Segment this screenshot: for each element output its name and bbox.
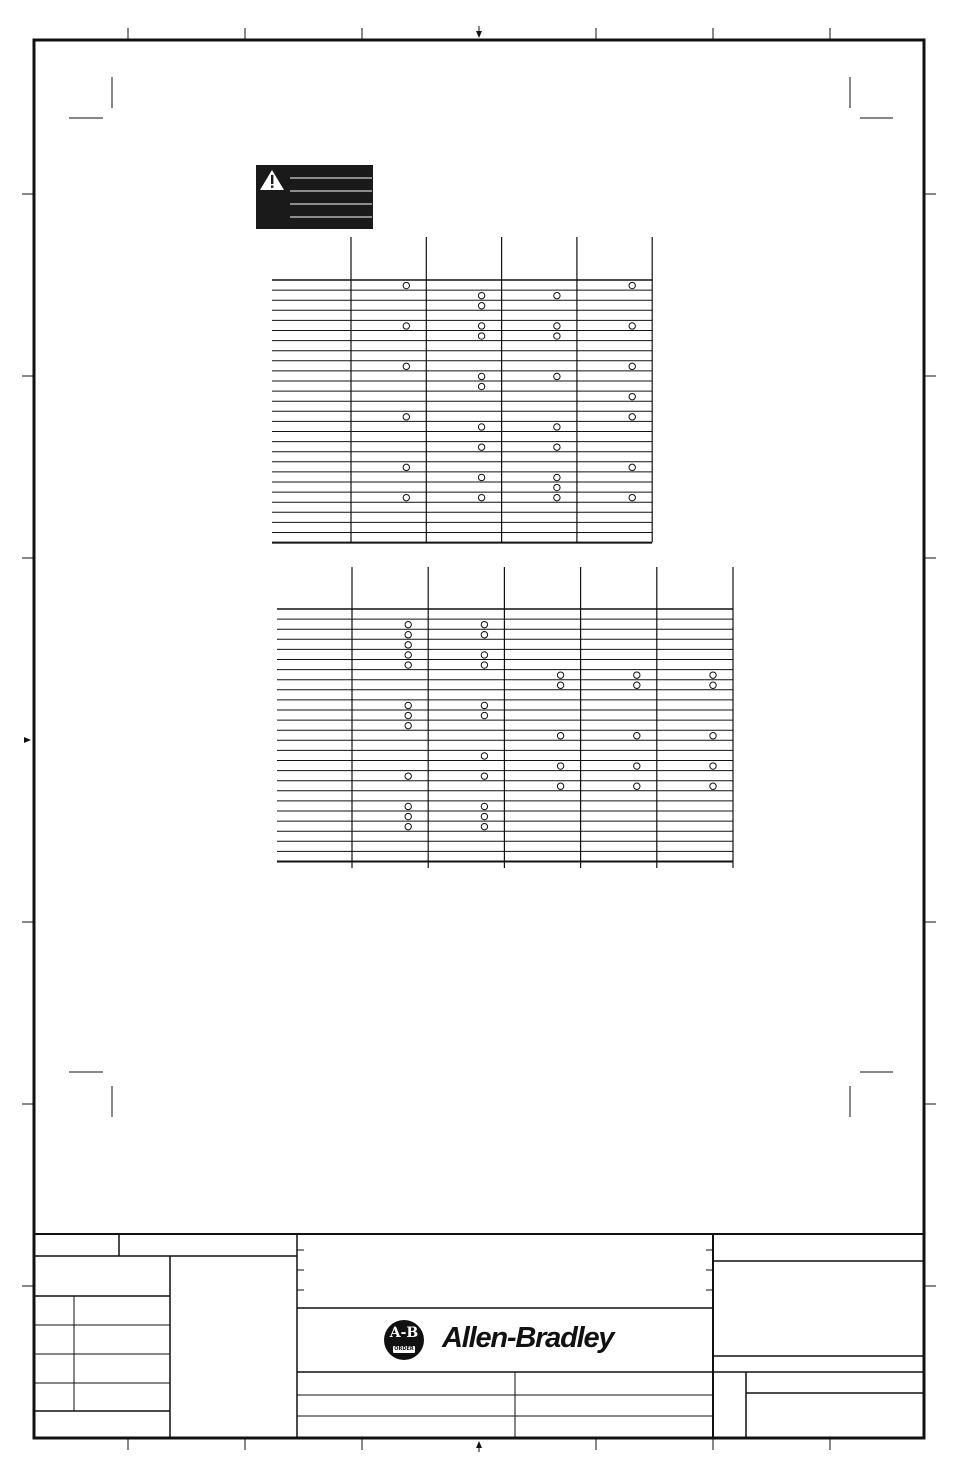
selection-mark-icon [710,682,716,688]
selection-mark-icon [481,803,487,809]
selection-mark-icon [554,333,560,339]
selection-mark-icon [481,652,487,658]
badge-text: A-B [389,1325,419,1341]
selection-mark-icon [405,712,411,718]
selection-mark-icon [629,494,635,500]
selection-mark-icon [478,292,484,298]
selection-mark-icon [634,733,640,739]
selection-mark-icon [481,702,487,708]
selection-mark-icon [710,733,716,739]
selection-mark-icon [405,722,411,728]
selection-mark-icon [403,363,409,369]
selection-mark-icon [710,672,716,678]
selection-mark-icon [554,323,560,329]
selection-mark-icon [554,292,560,298]
selection-mark-icon [481,632,487,638]
selection-mark-icon [478,424,484,430]
selection-mark-icon [554,494,560,500]
selection-mark-icon [403,464,409,470]
selection-mark-icon [478,323,484,329]
selection-mark-icon [554,484,560,490]
selection-mark-icon [557,682,563,688]
selection-mark-icon [481,621,487,627]
selection-mark-icon [629,393,635,399]
center-arrow-left [24,737,31,743]
selection-mark-icon [405,652,411,658]
badge-subtext: ORDER [394,1346,414,1352]
sheet-border [34,40,924,1438]
selection-mark-icon [405,642,411,648]
selection-mark-icon [634,763,640,769]
selection-mark-icon [481,813,487,819]
selection-mark-icon [478,444,484,450]
selection-mark-icon [478,474,484,480]
selection-mark-icon [481,773,487,779]
selection-mark-icon [403,323,409,329]
selection-mark-icon [557,733,563,739]
selection-table-2 [277,567,733,868]
zone-ticks [22,28,936,1450]
selection-mark-icon [403,414,409,420]
selection-mark-icon [629,363,635,369]
selection-mark-icon [403,282,409,288]
selection-mark-icon [403,494,409,500]
selection-mark-icon [634,682,640,688]
brand-logo-text: Allen-Bradley [442,1322,614,1354]
selection-mark-icon [554,424,560,430]
selection-mark-icon [405,632,411,638]
warning-label [256,165,373,229]
selection-mark-icon [634,783,640,789]
selection-mark-icon [478,333,484,339]
selection-mark-icon [557,763,563,769]
selection-mark-icon [629,323,635,329]
selection-table-1 [272,237,652,543]
selection-mark-icon [481,712,487,718]
selection-mark-icon [405,823,411,829]
selection-mark-icon [405,621,411,627]
allen-bradley-badge-icon [384,1320,424,1360]
selection-mark-icon [629,414,635,420]
selection-mark-icon [554,444,560,450]
selection-mark-icon [405,773,411,779]
selection-mark-icon [481,823,487,829]
selection-mark-icon [629,282,635,288]
selection-mark-icon [478,373,484,379]
selection-mark-icon [634,672,640,678]
selection-mark-icon [405,702,411,708]
selection-mark-icon [478,494,484,500]
selection-mark-icon [481,753,487,759]
selection-mark-icon [554,373,560,379]
crop-marks [69,77,893,1117]
selection-mark-icon [405,813,411,819]
selection-mark-icon [557,672,563,678]
selection-mark-icon [710,783,716,789]
selection-mark-icon [710,763,716,769]
selection-mark-icon [478,383,484,389]
selection-mark-icon [478,303,484,309]
selection-mark-icon [481,662,487,668]
selection-mark-icon [405,803,411,809]
selection-mark-icon [405,662,411,668]
selection-mark-icon [554,474,560,480]
selection-mark-icon [629,464,635,470]
selection-mark-icon [557,783,563,789]
